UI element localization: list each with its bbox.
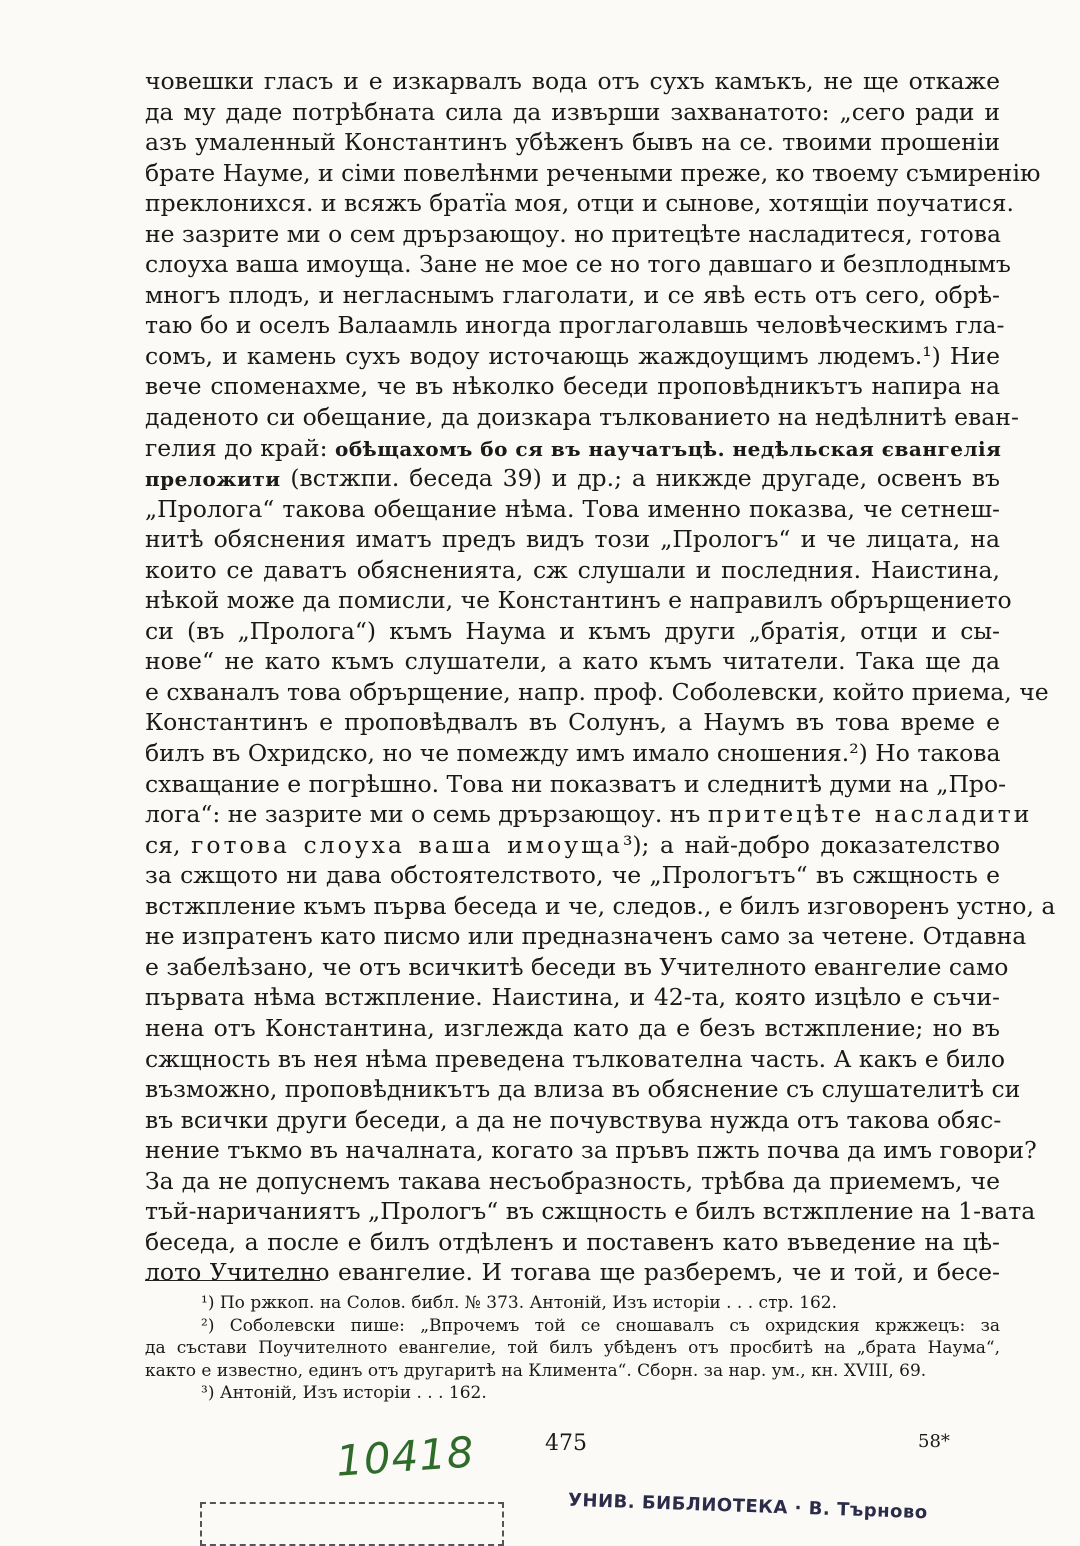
footnote-2: ²) Соболевски пише: „Впрочемъ той се сношавалъ съ охридския кржжецъ: за [201, 1315, 1000, 1336]
text-line: „Пролога“ такова обещание нѣма. Това именно показва, че сетнеш- [145, 494, 1000, 523]
text-line: не изпратенъ като писмо или предназначенъ само за четене. Отдавна [145, 922, 1027, 951]
text-line: нение тъкмо въ началната, когато за пръвъ пжть почва да имъ говори? [145, 1136, 1037, 1165]
text-line: схващание е погрѣшно. Това ни показватъ и следнитѣ думи на „Про- [145, 769, 1007, 798]
text-line: брате Науме, и сіми повелѣнми речеными преже, ко твоему съмиренію [145, 158, 1041, 187]
text-line: нена отъ Константина, изглежда като да е безъ встжпление; но въ [145, 1013, 1000, 1042]
text-line: за сжщото ни дава обстоятелството, че „Прологътъ“ въ сжщность е [145, 861, 1000, 890]
slavonic-quote: преложити [145, 467, 281, 492]
page-number: 475 [545, 1431, 587, 1456]
text-line: сжщность въ нея нѣма преведена тълкователна часть. А какъ е било [145, 1044, 1005, 1073]
text-line: не зазрите ми о сем дрързающоу. но притецѣте насладитеся, готова [145, 219, 1001, 248]
text-line: нѣкой може да помисли, че Константинъ е направилъ обрърщението [145, 586, 1012, 615]
text-line: е забелѣзано, че отъ всичкитѣ беседи въ Учителното евангелие само [145, 952, 1009, 981]
text-line [145, 830, 1000, 861]
text-line: беседа, а после е билъ отдѣленъ и поставенъ като въведение на цѣ- [145, 1227, 1000, 1256]
text-line: азъ умаленный Константинъ убѣженъ бывъ на се. твоими прошеніи [145, 128, 1000, 157]
text-line: преклонихся. и всяжъ братїа моя, отци и сынове, хотящіи поучатися. [145, 189, 1014, 218]
text-line: встжпление къмъ първа беседа и че, следов., е билъ изговоренъ устно, а [145, 891, 1056, 920]
text-line: таю бо и оселъ Валаамль иногда проглаголавшь человѣческимъ гла- [145, 311, 1005, 340]
text-line [145, 433, 1000, 464]
spaced-quote: готова слоуха ваша имоуща [191, 830, 623, 859]
signature-mark: 58* [918, 1431, 950, 1452]
text-line: нитѣ обяснения иматъ предъ видъ този „Прологъ“ и че лицата, на [145, 525, 1000, 554]
text-line: човешки гласъ и е изкарвалъ вода отъ сухъ камъкъ, не ще откаже [145, 67, 1000, 95]
text-line: първата нѣма встжпление. Наистина, и 42-та, която изцѣло е съчи- [145, 983, 1000, 1012]
footnote-3: ³) Антоній, Изъ исторіи . . . 162. [201, 1383, 487, 1403]
text-line: възможно, проповѣдникътъ да влиза въ обяснение съ слушателитѣ си [145, 1075, 1021, 1104]
footnote-divider [145, 1280, 320, 1281]
text-segment: гелия до край: [145, 433, 328, 462]
stamp-box [200, 1502, 504, 1546]
text-line: лото Учително евангелие. И тогава ще разберемъ, че и той, и бесе- [145, 1258, 1000, 1287]
text-segment: ³); а най-добро доказателство [622, 830, 1001, 859]
text-segment: (встжпи. беседа 39) и др.; а никжде другаде, освенъ въ [280, 464, 1000, 493]
text-line: многъ плодъ, и негласнымъ глаголати, и се явѣ есть отъ сего, обрѣ- [145, 280, 1000, 309]
text-line: Константинъ е проповѣдвалъ въ Солунъ, а Наумъ въ това време е [145, 708, 1000, 737]
footnote-2-cont: както е известно, единъ отъ другаритѣ на Климента“. Сборн. за нар. ум., кн. XVIII, 69. [145, 1360, 927, 1381]
library-stamp: УНИВ. БИБЛИОТЕКА · В. Търново [567, 1489, 929, 1524]
text-line: нове“ не като къмъ слушатели, а като къмъ читатели. Така ще да [145, 647, 1000, 676]
text-line: да му даде потрѣбната сила да извърши захванатото: „сего ради и [145, 97, 1000, 126]
text-line: слоуха ваша имоуща. Зане не мое се но того давшаго и безплоднымъ [145, 250, 1011, 279]
text-line: въ всички други беседи, а да не почувствува нужда отъ такова обяс- [145, 1105, 1002, 1134]
text-line: даденото си обещание, да доизкара тълкованието на недѣлнитѣ еван- [145, 403, 1019, 432]
text-line: сомъ, и камень сухъ водоу источающь жаждоущимъ людемъ.¹) Ние [145, 341, 1000, 370]
text-segment: ся, [145, 830, 181, 859]
text-line: си (въ „Пролога“) къмъ Наума и къмъ други „братія, отци и сы- [145, 616, 1000, 645]
text-line: За да не допуснемъ такава несъобразность, трѣбва да приемемъ, че [145, 1166, 1000, 1195]
text-line [145, 799, 1033, 830]
handwritten-inventory-number: 10418 [334, 1427, 477, 1486]
slavonic-quote: обѣщахомъ бо ся въ научатъцѣ. недѣльская євангелія [335, 436, 1002, 461]
text-line [145, 463, 1000, 494]
footnote-2-cont: да състави Поучителното евангелие, той билъ убѣденъ отъ просбитѣ на „брата Наума“, [145, 1338, 1000, 1358]
text-line: билъ въ Охридско, но че помежду имъ имало сношения.²) Но такова [145, 739, 1001, 768]
text-line: тъй-наричаниятъ „Прологъ“ въ сжщность е билъ встжпление на 1-вата [145, 1197, 1036, 1226]
footnotes [145, 1292, 1000, 1405]
spaced-quote: притецѣте насладити [707, 800, 1033, 829]
body-text [145, 66, 1056, 1288]
text-line: е схваналъ това обрърщение, напр. проф. Соболевски, който приема, че [145, 677, 1049, 706]
text-line: които се даватъ обясненията, сж слушали и последния. Наистина, [145, 555, 1000, 584]
text-line: вече споменахме, че въ нѣколко беседи проповѣдникътъ напира на [145, 372, 1000, 401]
footnote-1: ¹) По ржкоп. на Солов. библ. № 373. Антоній, Изъ исторіи . . . стр. 162. [201, 1293, 838, 1313]
text-segment: лога“: не зазрите ми о семь дрързающоу. нъ [145, 800, 701, 829]
